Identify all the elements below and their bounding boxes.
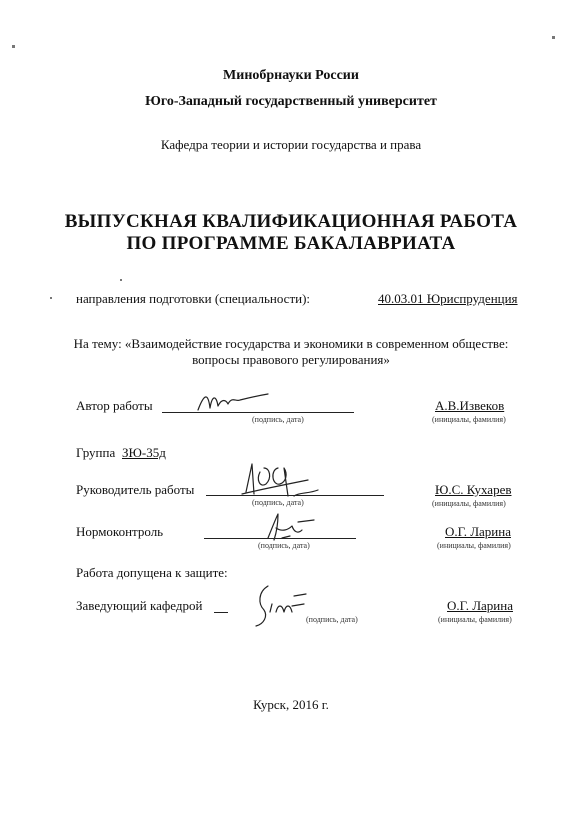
normcontrol-label: Нормоконтроль: [76, 524, 164, 539]
scan-speck: [12, 45, 15, 48]
author-signature: [196, 390, 276, 414]
ministry-name: Минобрнауки России: [223, 68, 359, 83]
normcontrol-name: О.Г. Ларина: [445, 524, 511, 539]
admitted-label: Работа допущена к защите:: [76, 565, 228, 580]
scan-speck: [120, 279, 122, 281]
city-year: Курск, 2016 г.: [253, 697, 329, 712]
scan-speck: [552, 36, 555, 39]
university-name: Юго-Западный государственный университет: [145, 94, 437, 109]
head-signature-line: [214, 612, 228, 613]
head-signature-caption: (подпись, дата): [306, 615, 358, 624]
head-name: О.Г. Ларина: [447, 598, 513, 613]
normcontrol-name-caption: (инициалы, фамилия): [437, 541, 511, 550]
head-name-caption: (инициалы, фамилия): [438, 615, 512, 624]
author-signature-caption: (подпись, дата): [252, 415, 304, 424]
normcontrol-signature: [262, 508, 322, 544]
author-label: Автор работы: [76, 398, 153, 413]
head-label: Заведующий кафедрой: [76, 598, 203, 613]
supervisor-name: Ю.С. Кухарев: [435, 482, 512, 497]
normcontrol-signature-caption: (подпись, дата): [258, 541, 310, 550]
supervisor-label: Руководитель работы: [76, 482, 195, 497]
group-value: ЗЮ-35д: [122, 445, 166, 460]
supervisor-signature-caption: (подпись, дата): [252, 498, 304, 507]
document-title-line-1: ВЫПУСКНАЯ КВАЛИФИКАЦИОННАЯ РАБОТА: [64, 211, 518, 232]
direction-value: 40.03.01 Юриспруденция: [378, 291, 518, 306]
direction-label: направления подготовки (специальности):: [76, 291, 311, 306]
department-name: Кафедра теории и истории государства и права: [160, 137, 422, 152]
scan-speck: [50, 297, 52, 299]
topic-line-2: вопросы правового регулирования»: [192, 352, 390, 367]
document-title-line-2: ПО ПРОГРАММЕ БАКАЛАВРИАТА: [126, 233, 456, 254]
topic-line-1: На тему: «Взаимодействие государства и экономики в современном обществе:: [73, 336, 509, 351]
author-name: А.В.Извеков: [435, 398, 505, 413]
group-label: Группа: [76, 445, 116, 460]
author-name-caption: (инициалы, фамилия): [432, 415, 506, 424]
supervisor-name-caption: (инициалы, фамилия): [432, 499, 506, 508]
